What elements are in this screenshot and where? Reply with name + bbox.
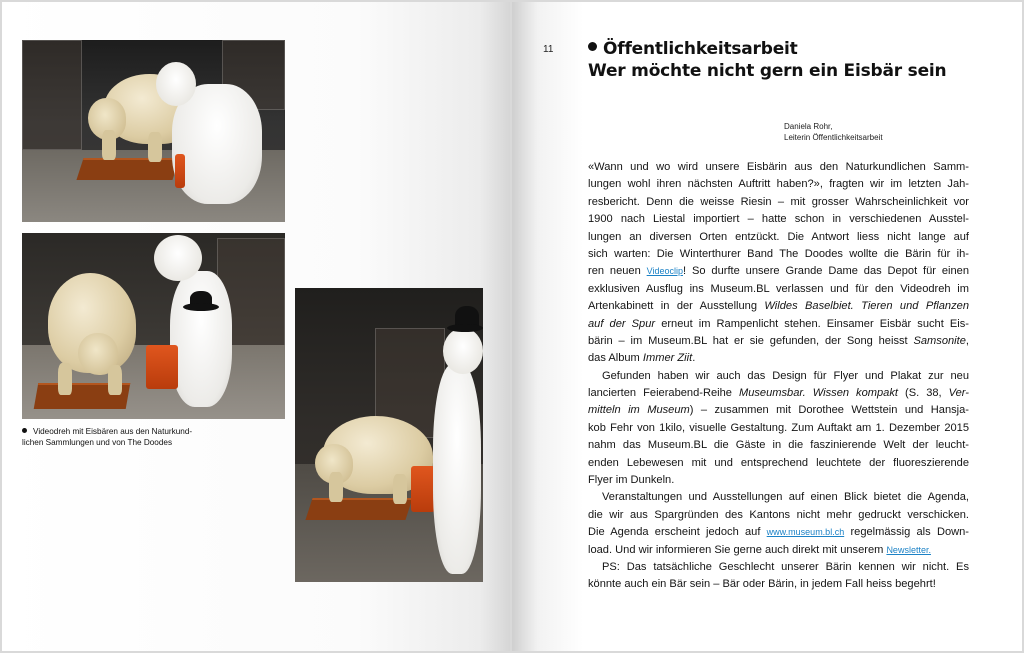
text-line [588,316,969,333]
caption-bullet-icon [22,428,27,433]
text-fragment: lancierten Feierabend-Reihe [588,387,739,400]
author-role: Leiterin Öffentlichkeitsarbeit [784,133,883,142]
text-line: lungen an diversen Orten entzückt. Die Antwort liess nicht lange auf [588,230,969,243]
text-fragment: Die Agenda erscheint jedoch auf [588,526,767,539]
section-reference-cont: mitteln im Museum [588,404,690,417]
text-line: enden Lebewesen mit und entsprechend leuchtete der fluoreszierende [588,456,969,469]
text-fragment: , [965,334,969,347]
text-fragment: ren neuen [588,265,647,278]
section-reference: Ver- [948,387,969,400]
page-number: 11 [543,44,554,55]
author-name: Daniela Rohr, [784,122,833,131]
text-line [588,263,969,280]
text-line: resbericht. Denn die weisse Riesin – mit grosser Wahrscheinlichkeit vor [588,195,969,208]
text-line: 1900 nach Liestal importiert – hatte schon in verschiedenen Ausstel- [588,213,969,226]
text-fragment: load. Und wir informieren Sie gerne auch direkt mit unserem [588,543,887,556]
text-fragment: Artenkabinett in der Ausstellung [588,300,765,313]
text-fragment: (S. 38, [897,387,949,400]
website-link[interactable]: www.museum.bl.ch [766,527,845,538]
event-series-title: Museumsbar. Wissen kompakt [738,387,898,400]
text-line: lungen wohl ihren nächsten Auftritt haben?», fragten wir im letzten Jah- [588,178,969,191]
photo-polar-bear-3 [295,288,483,582]
text-fragment: erneut im Rampenlicht stehen. Einsamer Eisbär sucht Eis- [655,317,969,330]
text-fragment: das Album [588,352,643,365]
song-title: Samsonite [913,334,966,347]
exhibition-title: Wildes Baselbiet. Tieren und Pflanzen [764,300,969,313]
title-bullet-icon [588,42,597,51]
photo-polar-bear-1 [22,40,285,222]
text-line [588,385,969,402]
text-line [588,298,969,315]
text-line: die wir aus Spargründen des Kantons nicht mehr gedruckt verschicken. [588,508,969,521]
videoclip-link[interactable]: Videoclip [646,266,684,277]
author-byline [784,121,883,143]
page-title [588,38,998,82]
text-line: «Wann und wo wird unsere Eisbärin aus den Naturkundlichen Samm- [588,161,969,173]
text-line [588,402,969,419]
text-line: Flyer im Dunkeln. [588,474,675,487]
text-fragment: bärin – im Museum.BL hat er sie gefunden, der Song heisst [588,334,914,347]
text-line: sich warten: Die Winterthurer Band The Doodes wollte die Bärin für ih- [588,247,969,260]
text-line: kob Fehr von 1kilo, visuelle Gestaltung. Zum Auftakt am 1. Dezember 2015 [588,421,969,434]
caption-line-2: lichen Sammlungen und von The Doodes [22,438,173,447]
text-line [588,542,969,559]
text-line: könnte auch ein Bär sein – Bär oder Bärin, in jedem Fall heiss begehrt! [588,578,936,591]
exhibition-title-cont: auf der Spur [588,317,656,330]
text-line: PS: Das tatsächliche Geschlecht unserer Bärin kennen wir nicht. Es [602,560,969,573]
text-line: Gefunden haben wir auch das Design für Flyer und Plakat zur neu [602,369,969,382]
text-line: Veranstaltungen und Ausstellungen auf einen Blick bietet die Agenda, [602,491,969,504]
title-headline: Wer möchte nicht gern ein Eisbär sein [588,61,947,81]
text-line [588,333,969,350]
newsletter-link[interactable]: Newsletter. [886,544,931,555]
text-fragment: regelmässig als Down- [844,526,969,539]
text-fragment: ) – zusammen mit Dorothee Wettstein und Hansja- [689,404,969,417]
text-line: exklusiven Ausflug ins Museum.BL verlassen und für den Videodreh im [588,282,969,295]
text-fragment: . [692,352,696,365]
text-line: nahm das Museum.BL die Gäste in die faszinierende Welt der leucht- [588,439,969,452]
article-body [588,159,969,594]
photo-caption [22,426,232,448]
text-line [588,350,969,367]
title-section: Öffentlichkeitsarbeit [603,39,798,59]
text-fragment: ! So durfte unsere Grande Dame das Depot für einen [683,265,969,278]
photo-polar-bear-2 [22,233,285,419]
caption-line-1: Videodreh mit Eisbären aus den Naturkund- [33,427,193,436]
album-title: Immer Ziit [642,352,693,365]
text-line [588,524,969,541]
